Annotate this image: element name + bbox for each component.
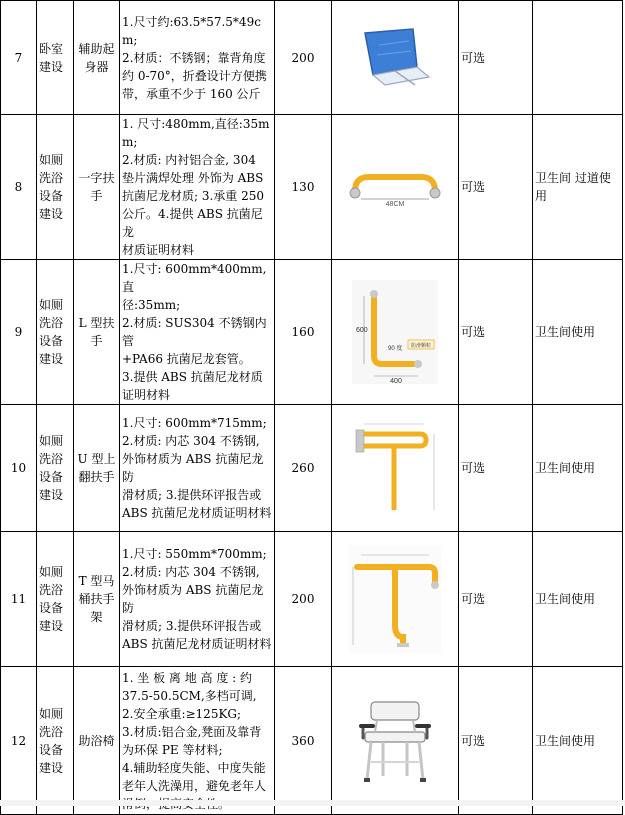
page-bottom-edge bbox=[0, 800, 625, 806]
specs-cell: 1.尺寸: 600mm*400mm, 直 径:35mm; 2.材质: SUS304 不锈钢内管 +PA66 抗菌尼龙套管。 3.提供 ABS 抗菌尼龙材质 证明材料 bbox=[120, 260, 275, 405]
table-row bbox=[1, 1, 623, 115]
category-cell: 卧室 建设 bbox=[37, 1, 74, 115]
option-cell: 可选 bbox=[459, 667, 533, 815]
item-name-cell: T 型马 桶扶手 架 bbox=[74, 532, 120, 667]
row-number: 7 bbox=[1, 1, 37, 115]
quantity-cell: 200 bbox=[275, 1, 332, 115]
quantity-cell: 260 bbox=[275, 405, 332, 532]
width-label: 400 bbox=[390, 378, 402, 384]
option-cell: 可选 bbox=[459, 260, 533, 405]
option-cell: 可选 bbox=[459, 532, 533, 667]
row-number: 8 bbox=[1, 115, 37, 260]
row-number: 11 bbox=[1, 532, 37, 667]
table-row bbox=[1, 260, 623, 405]
quantity-cell: 160 bbox=[275, 260, 332, 405]
specs-cell: 1. 尺寸:480mm,直径:35mm; 2.材质: 内衬铝合金, 304 垫片满焊处理 外饰为 ABS 抗菌尼龙材质; 3.承重 250 公斤。4.提供 ABS 抗菌尼龙 材质证明材料 bbox=[120, 115, 275, 260]
item-name-cell: 一字扶 手 bbox=[74, 115, 120, 260]
option-cell: 可选 bbox=[459, 405, 533, 532]
location-cell: 卫生间使用 bbox=[533, 532, 623, 667]
table-row bbox=[1, 405, 623, 532]
product-image-cell bbox=[332, 532, 459, 667]
product-image-cell bbox=[332, 405, 459, 532]
product-image-cell bbox=[332, 1, 459, 115]
table-row bbox=[1, 667, 623, 815]
category-cell: 如厕 洗浴 设备 建设 bbox=[37, 260, 74, 405]
quantity-cell: 360 bbox=[275, 667, 332, 815]
specs-cell: 1.尺寸约:63.5*57.5*49cm; 2.材质：不锈钢；靠背角度 约 0-70°，折叠设计方便携 带，承重不少于 160 公斤 bbox=[120, 1, 275, 115]
location-cell: 卫生间使用 bbox=[533, 405, 623, 532]
bar-length-label: 48CM bbox=[385, 201, 405, 207]
specs-cell: 1.尺寸: 550mm*700mm; 2.材质: 内芯 304 不锈钢, 外饰材质为 ABS 抗菌尼龙防 滑材质; 3.提供环评报告或 ABS 抗菌尼龙材质证明材料 bbox=[120, 532, 275, 667]
option-cell: 可选 bbox=[459, 115, 533, 260]
t-toilet-grab-bar-icon bbox=[349, 545, 441, 653]
quantity-cell: 130 bbox=[275, 115, 332, 260]
l-grab-bar-icon bbox=[352, 280, 438, 384]
shower-chair-icon bbox=[355, 698, 435, 784]
table-row bbox=[1, 115, 623, 260]
location-cell bbox=[533, 1, 623, 115]
item-name-cell: L 型扶 手 bbox=[74, 260, 120, 405]
product-image-cell bbox=[332, 115, 459, 260]
table-row bbox=[1, 532, 623, 667]
u-flip-up-grab-bar-icon bbox=[350, 416, 440, 520]
row-number: 10 bbox=[1, 405, 37, 532]
product-image-cell bbox=[332, 260, 459, 405]
anti-slip-label: 防滑颗粒 bbox=[410, 343, 432, 349]
option-cell: 可选 bbox=[459, 1, 533, 115]
item-name-cell: 辅助起 身器 bbox=[74, 1, 120, 115]
category-cell: 如厕 洗浴 设备 建设 bbox=[37, 532, 74, 667]
straight-grab-bar-icon bbox=[345, 167, 445, 207]
row-number: 12 bbox=[1, 667, 37, 815]
angle-label: 90 度 bbox=[388, 346, 403, 352]
category-cell: 如厕 洗浴 设备 建设 bbox=[37, 667, 74, 815]
product-image-cell bbox=[332, 667, 459, 815]
backrest-support-icon bbox=[355, 27, 435, 89]
specs-cell: 1.尺寸: 600mm*715mm; 2.材质: 内芯 304 不锈钢, 外饰材质为 ABS 抗菌尼龙防 滑材质; 3.提供环评报告或 ABS 抗菌尼龙材质证明材料 bbox=[120, 405, 275, 532]
location-cell: 卫生间使用 bbox=[533, 260, 623, 405]
location-cell: 卫生间使用 bbox=[533, 667, 623, 815]
row-number: 9 bbox=[1, 260, 37, 405]
quantity-cell: 200 bbox=[275, 532, 332, 667]
item-name-cell: 助浴椅 bbox=[74, 667, 120, 815]
category-cell: 如厕 洗浴 设备 建设 bbox=[37, 115, 74, 260]
category-cell: 如厕 洗浴 设备 建设 bbox=[37, 405, 74, 532]
item-name-cell: U 型上 翻扶手 bbox=[74, 405, 120, 532]
height-label: 600 bbox=[356, 327, 368, 334]
specs-cell: 1. 坐 板 离 地 高 度 : 约 37.5-50.5CM,多档可调, 2.安全承重:≥125KG; 3.材质:铝合金,凳面及靠背 为环保 PE 等材料; 4.辅助轻度失能、中度失能 老年人洗澡用，避免老年人 bbox=[120, 667, 275, 815]
location-cell: 卫生间 过道使用 bbox=[533, 115, 623, 260]
